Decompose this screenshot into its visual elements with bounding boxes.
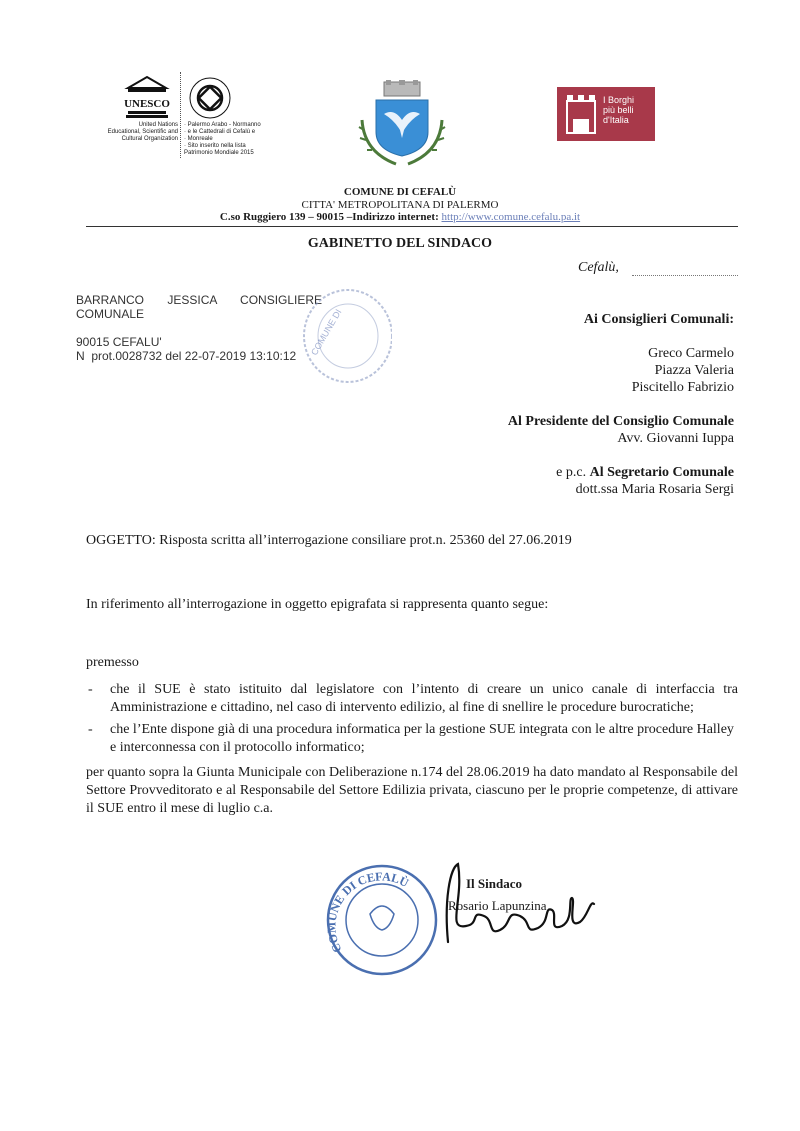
castle-icon xyxy=(563,93,599,135)
header-rule xyxy=(86,226,738,227)
premesso-label: premesso xyxy=(86,655,139,670)
recipient-president-title: Al Presidente del Consiglio Comunale xyxy=(507,414,734,429)
unesco-temple-icon xyxy=(124,74,170,120)
stamp-text: COMUNE DI CEFALÙ xyxy=(324,869,411,955)
cefalu-crest-icon xyxy=(352,80,452,168)
bullet-item: - che il SUE è stato istituito dal legislatore con l’intento di creare un unico canale di interfaccia tra Amministrazione e cittadino, nel caso di intervento edilizio, al fine di snellire le procedure burocratiche; xyxy=(88,682,738,715)
recipients-councillors-title: Ai Consiglieri Comunali: xyxy=(583,312,734,327)
municipality-name: COMUNE DI CEFALÙ xyxy=(343,186,457,198)
recipient-name: Piazza Valeria xyxy=(654,363,734,378)
subject-line: OGGETTO: Risposta scritta all’interrogazione consiliare prot.n. 25360 del 27.06.2019 xyxy=(86,533,572,548)
whc-description: · Palermo Arabo - Normanno · e le Cattedrali di Cefalù e · Monreale · Sito inserito nella lista Patrimonio Mondiale 2015 xyxy=(184,122,261,156)
place-date: Cefalù, xyxy=(578,260,619,275)
signature-name: Rosario Lapunzina xyxy=(448,898,547,913)
date-blank-line xyxy=(632,275,738,276)
handwritten-signature-icon xyxy=(440,860,600,960)
borghi-label: I Borghi più belli d'Italia xyxy=(603,95,635,125)
divider xyxy=(180,72,181,158)
protocol-label: BARRANCO JESSICA CONSIGLIERE COMUNALE 90015 CEFALU' N prot.0028732 del 22-07-2019 13:10:12 xyxy=(76,293,323,363)
intro-paragraph: In riferimento all’interrogazione in oggetto epigrafata si rappresenta quanto segue: xyxy=(86,597,549,612)
metropolitan-city: CITTA' METROPOLITANA DI PALERMO xyxy=(301,199,499,211)
recipient-president-name: Avv. Giovanni Iuppa xyxy=(617,431,734,446)
address-line: C.so Ruggiero 139 – 90015 –Indirizzo internet: http://www.comune.cefalu.pa.it xyxy=(219,211,581,223)
recipient-secretary-name: dott.ssa Maria Rosaria Sergi xyxy=(575,482,734,497)
recipient-name: Greco Carmelo xyxy=(648,346,734,361)
office-title: GABINETTO DEL SINDACO xyxy=(307,236,493,251)
signature-title: Il Sindaco xyxy=(466,876,522,891)
municipal-stamp-icon xyxy=(320,862,452,978)
conclusion-paragraph: per quanto sopra la Giunta Municipale con Deliberazione n.174 del 28.06.2019 ha dato mandato al Responsabile del Settore Provveditorato e al Responsabile del Settore Edilizia privata, ciascuno per le proprie competenze, di attivare il SUE entro il mese di luglio c.a. xyxy=(86,765,738,816)
bullet-item: - che l’Ente dispone già di una procedura informatica per la gestione SUE integrata con le altre procedure Halley e interconnessa con il protocollo informatico; xyxy=(88,722,734,755)
website-link[interactable]: http://www.comune.cefalu.pa.it xyxy=(441,211,581,223)
unesco-acronym: UNESCO xyxy=(124,98,170,110)
recipient-secretary-title: e p.c. Al Segretario Comunale xyxy=(556,465,734,480)
unesco-org-name: United Nations Educational, Scientific and Cultural Organization xyxy=(107,122,178,142)
world-heritage-icon xyxy=(188,76,232,120)
svg-text:COMUNE DI CEFALÙ xyxy=(324,869,411,955)
recipient-name: Piscitello Fabrizio xyxy=(631,380,734,395)
svg-text:COMUNE DI: COMUNE DI xyxy=(309,307,344,357)
unesco-logo-block xyxy=(88,72,268,162)
protocol-stamp-icon xyxy=(296,286,392,386)
borghi-logo xyxy=(557,87,655,141)
